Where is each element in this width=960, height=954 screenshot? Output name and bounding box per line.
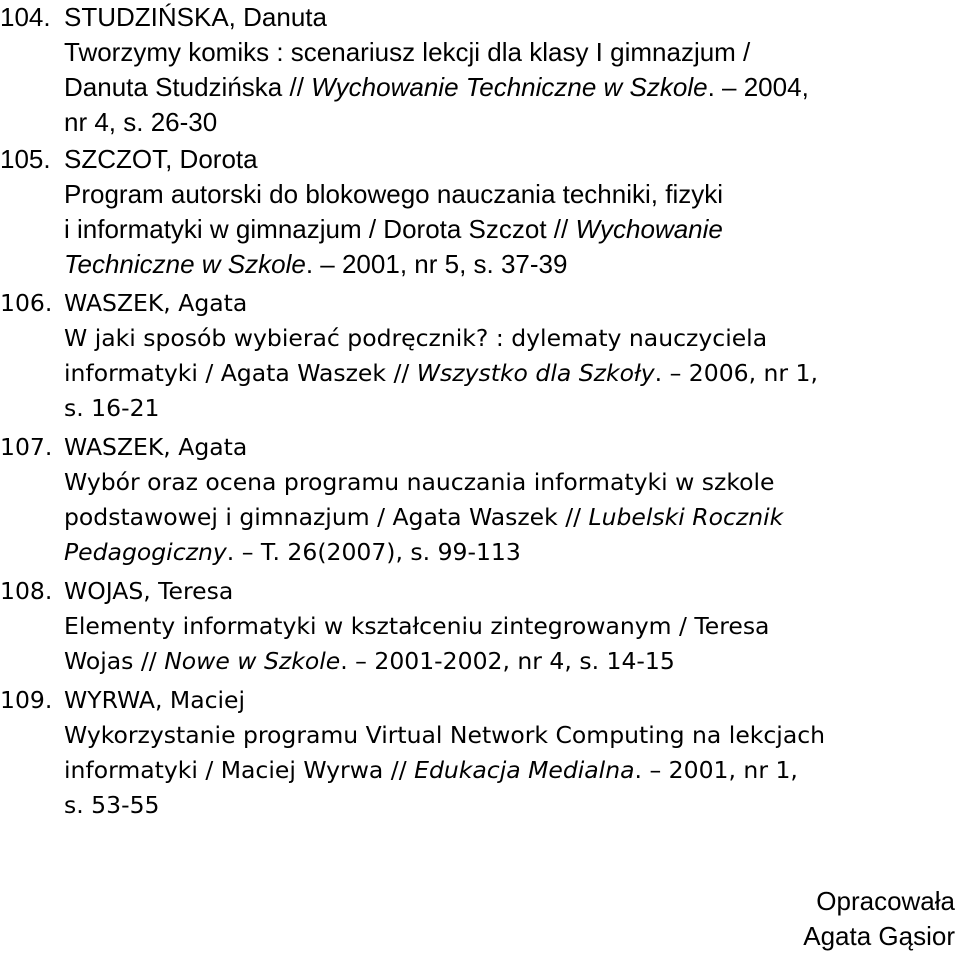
entry-text-segment: Wybór oraz ocena programu nauczania informatyki w szkole [64, 468, 775, 496]
source-title: Pedagogiczny [64, 538, 227, 566]
bibliography-entry [0, 574, 960, 679]
entry-text-segment: W jaki sposób wybierać podręcznik? : dylematy nauczyciela [64, 324, 768, 352]
entry-text-line [64, 644, 960, 679]
entry-text-segment: Elementy informatyki w kształceniu zintegrowanym / Teresa [64, 612, 770, 640]
entry-text-segment: . – 2006, nr 1, [654, 359, 818, 387]
entry-text-segment: . – 2001, nr 1, [634, 756, 798, 784]
entry-text-line [64, 177, 960, 212]
entry-text-segment: Danuta Studzińska // [64, 72, 312, 102]
entry-text-segment: . – 2001, nr 5, s. 37-39 [305, 249, 568, 279]
entry-text-line [64, 718, 960, 753]
entry-text-segment: WASZEK, Agata [64, 289, 248, 317]
source-title: Wychowanie [575, 214, 723, 244]
entry-text-segment: . – T. 26(2007), s. 99-113 [226, 538, 521, 566]
entry-text-line [64, 70, 960, 105]
entry-text-line [64, 212, 960, 247]
entry-text-segment: WYRWA, Maciej [64, 686, 246, 714]
entry-text-segment: podstawowej i gimnazjum / Agata Waszek // [64, 503, 589, 531]
entry-text-line [64, 391, 960, 426]
source-title: Techniczne w Szkole [64, 249, 306, 279]
entry-number: 109. [0, 686, 53, 714]
entry-text-segment: Wojas // [64, 647, 165, 675]
source-title: Edukacja Medialna [414, 756, 635, 784]
entry-text-segment: nr 4, s. 26-30 [64, 107, 218, 137]
entry-text-segment: i informatyki w gimnazjum / Dorota Szczot // [64, 214, 576, 244]
signature-role: Opracowała [816, 886, 955, 916]
entry-text-line [64, 788, 960, 823]
entry-text-line [64, 35, 960, 70]
entry-author [64, 683, 960, 718]
entry-text-segment: informatyki / Agata Waszek // [64, 359, 417, 387]
entry-text-segment: s. 16-21 [64, 394, 160, 422]
entry-text-line [64, 535, 960, 570]
entry-text-line [64, 753, 960, 788]
entry-text-line [64, 105, 960, 140]
entry-text-segment: . – 2001-2002, nr 4, s. 14-15 [340, 647, 675, 675]
entry-author [64, 574, 960, 609]
entry-number: 108. [0, 577, 53, 605]
entry-author [64, 430, 960, 465]
bibliography-entry [0, 142, 960, 282]
entry-text-line [64, 356, 960, 391]
entry-text-segment: SZCZOT, Dorota [64, 144, 258, 174]
entry-number: 104. [0, 2, 51, 32]
entry-text-segment: informatyki / Maciej Wyrwa // [64, 756, 415, 784]
entry-author [64, 142, 960, 177]
entry-text-segment: WASZEK, Agata [64, 433, 248, 461]
bibliography-entry [0, 430, 960, 570]
entry-text-segment: Program autorski do blokowego nauczania techniki, fizyki [64, 179, 724, 209]
entry-text-segment: STUDZIŃSKA, Danuta [64, 2, 327, 32]
source-title: Lubelski Rocznik [588, 503, 784, 531]
entry-text-line [64, 321, 960, 356]
bibliography-entry [0, 286, 960, 426]
source-title: Wszystko dla Szkoły [416, 359, 655, 387]
entry-number: 105. [0, 144, 51, 174]
source-title: Wychowanie Techniczne w Szkole [311, 72, 708, 102]
entry-text-line [64, 247, 960, 282]
signature-author: Agata Gąsior [803, 921, 955, 951]
source-title: Nowe w Szkole [164, 647, 341, 675]
entry-text-line [64, 609, 960, 644]
entry-text-segment: s. 53-55 [64, 791, 160, 819]
entry-text-segment: Tworzymy komiks : scenariusz lekcji dla klasy I gimnazjum / [64, 37, 751, 67]
bibliography-entry [0, 683, 960, 823]
entry-author [64, 0, 960, 35]
entry-text-segment: WOJAS, Teresa [64, 577, 234, 605]
entry-text-segment: Wykorzystanie programu Virtual Network Computing na lekcjach [64, 721, 826, 749]
signature [803, 884, 955, 954]
entry-author [64, 286, 960, 321]
entry-text-line [64, 500, 960, 535]
entry-number: 107. [0, 433, 53, 461]
bibliography-entry [0, 0, 960, 140]
entry-text-line [64, 465, 960, 500]
entry-number: 106. [0, 289, 53, 317]
entry-text-segment: . – 2004, [707, 72, 809, 102]
